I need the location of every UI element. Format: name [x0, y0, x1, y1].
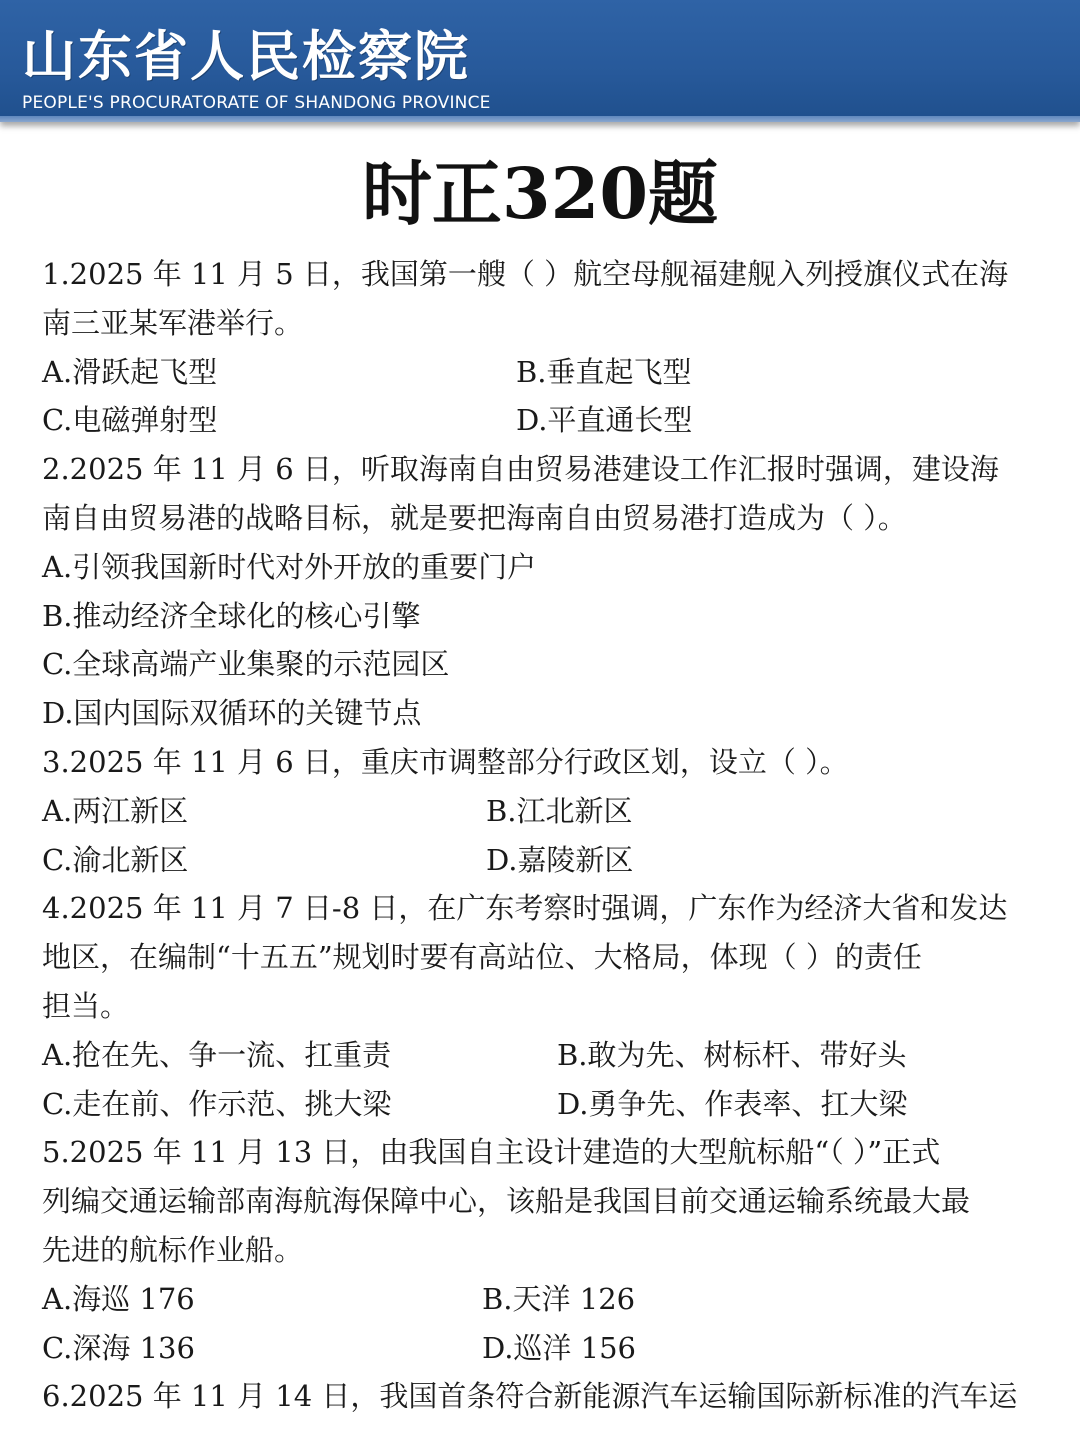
option-b: B.敢为先、树标杆、带好头	[557, 1037, 907, 1072]
question-6	[42, 1372, 1042, 1421]
question-5	[42, 1128, 1042, 1372]
option-row	[42, 396, 1042, 445]
option-c: C.走在前、作示范、挑大梁	[42, 1086, 392, 1121]
option-a: A.海巡 176	[42, 1281, 195, 1316]
option-row	[42, 787, 1042, 836]
question-text-line: 先进的航标作业船。	[42, 1232, 304, 1267]
option-a: A.引领我国新时代对外开放的重要门户	[42, 549, 537, 584]
question-2	[42, 445, 1042, 738]
option-row	[42, 1080, 1042, 1129]
option-a: A.滑跃起飞型	[42, 354, 218, 389]
question-text-line: 5.2025 年 11 月 13 日，由我国自主设计建造的大型航标船“（ ）”正式	[42, 1135, 941, 1170]
option-b: B.垂直起飞型	[516, 354, 692, 389]
option-b: B.江北新区	[486, 793, 633, 828]
question-text-line: 地区，在编制“十五五”规划时要有高站位、大格局，体现（ ）的责任	[42, 940, 922, 975]
option-c: C.电磁弹射型	[42, 403, 218, 438]
option-b: B.推动经济全球化的核心引擎	[42, 598, 421, 633]
question-text-line: 1.2025 年 11 月 5 日，我国第一艘（ ）航空母舰福建舰入列授旗仪式在海	[42, 257, 1009, 291]
option-row	[42, 1275, 1042, 1324]
question-text-line: 2.2025 年 11 月 6 日，听取海南自由贸易港建设工作汇报时强调，建设海	[42, 452, 999, 487]
option-d: D.勇争先、作表率、扛大梁	[557, 1086, 908, 1121]
organization-name: 山东省人民检察院	[22, 24, 470, 88]
option-d: D.嘉陵新区	[486, 842, 634, 877]
option-row	[42, 836, 1042, 885]
page-title: 时正320题	[361, 152, 719, 235]
header-banner	[0, 0, 1080, 122]
question-text-line: 南三亚某军港举行。	[42, 305, 304, 340]
question-text-line: 列编交通运输部南海航海保障中心，该船是我国目前交通运输系统最大最	[42, 1184, 971, 1219]
question-text-line: 3.2025 年 11 月 6 日，重庆市调整部分行政区划，设立（ ）。	[42, 744, 849, 779]
organization-english-name: PEOPLE'S PROCURATORATE OF SHANDONG PROVINCE	[22, 93, 491, 113]
option-b: B.天洋 126	[482, 1281, 636, 1316]
question-text-line: 担当。	[42, 988, 130, 1023]
option-d: D.平直通长型	[516, 403, 693, 438]
question-4	[42, 884, 1042, 1128]
option-d: D.国内国际双循环的关键节点	[42, 696, 422, 731]
option-a: A.两江新区	[42, 793, 189, 828]
option-c: C.渝北新区	[42, 842, 189, 877]
option-row	[42, 1031, 1042, 1080]
question-list	[42, 250, 1042, 1421]
option-c: C.全球高端产业集聚的示范园区	[42, 647, 450, 682]
option-d: D.巡洋 156	[482, 1330, 637, 1365]
option-row	[42, 1324, 1042, 1373]
question-text-line: 4.2025 年 11 月 7 日-8 日，在广东考察时强调，广东作为经济大省和发达	[42, 891, 1008, 926]
option-row	[42, 348, 1042, 397]
option-a: A.抢在先、争一流、扛重责	[42, 1037, 392, 1072]
question-1	[42, 250, 1042, 445]
question-3	[42, 738, 1042, 884]
question-text-line: 6.2025 年 11 月 14 日，我国首条符合新能源汽车运输国际新标准的汽车运	[42, 1379, 1018, 1414]
question-text-line: 南自由贸易港的战略目标，就是要把海南自由贸易港打造成为（ ）。	[42, 500, 907, 535]
option-c: C.深海 136	[42, 1330, 195, 1365]
